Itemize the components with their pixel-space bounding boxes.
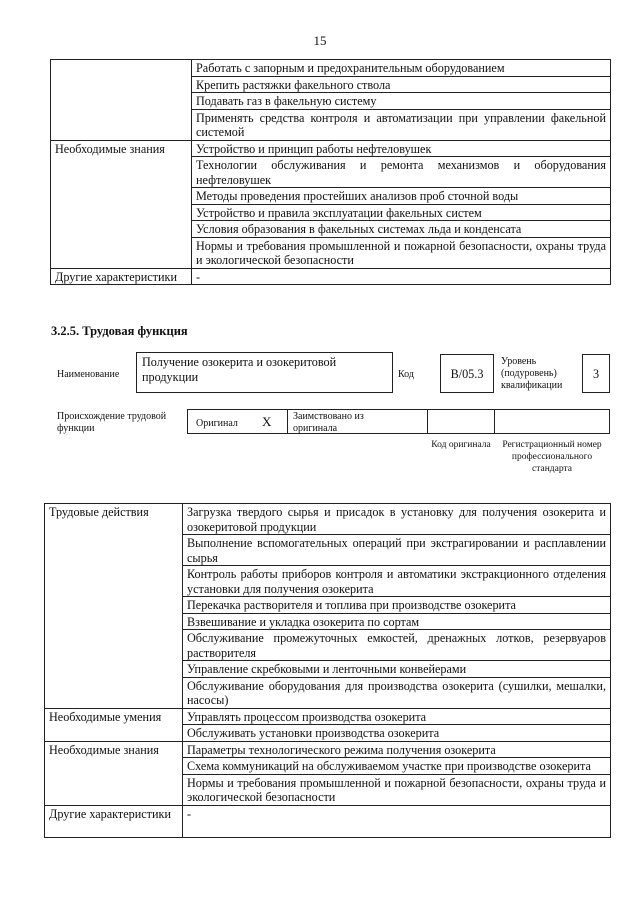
divider <box>427 409 428 434</box>
code-value-box <box>440 354 494 393</box>
table-row <box>51 221 611 238</box>
level-label: Уровень (подуровень) квалификации <box>501 356 563 391</box>
row-text: Нормы и требования промышленной и пожарной безопасности, охраны труда и экологической безопасности <box>183 774 611 805</box>
row-text: Управление скребковыми и ленточными конвейерами <box>183 661 611 678</box>
row-text: - <box>192 268 611 285</box>
row-label <box>51 237 192 268</box>
section-heading: 3.2.5. Трудовая функция <box>51 324 188 338</box>
row-text: - <box>183 805 611 837</box>
row-text: Устройство и правила эксплуатации факельных систем <box>192 204 611 221</box>
row-text: Взвешивание и укладка озокерита по сортам <box>183 613 611 630</box>
name-label: Наименование <box>57 369 120 380</box>
row-label <box>51 221 192 238</box>
table-row <box>51 157 611 188</box>
group-label: Необходимые знания <box>45 741 183 805</box>
row-text: Обслуживание промежуточных емкостей, дренажных лотков, резервуаров растворителя <box>183 630 611 661</box>
table-row <box>45 504 611 535</box>
divider <box>287 409 288 434</box>
row-text: Применять средства контроля и автоматизации при управлении факельной системой <box>192 109 611 140</box>
code-value: В/05.3 <box>450 367 484 381</box>
row-text: Технологии обслуживания и ремонта механизмов и оборудования нефтеловушек <box>192 157 611 188</box>
row-text: Перекачка растворителя и топлива при производстве озокерита <box>183 597 611 614</box>
name-value-box <box>136 352 393 393</box>
table-row <box>51 140 611 157</box>
table-row <box>51 93 611 110</box>
table-row <box>51 237 611 268</box>
row-text: Управлять процессом производства озокерита <box>183 708 611 725</box>
original-label: Оригинал <box>196 418 238 429</box>
row-label <box>51 60 192 77</box>
table-row <box>45 741 611 758</box>
row-text: Условия образования в факельных системах льда и конденсата <box>192 221 611 238</box>
row-text: Схема коммуникаций на обслуживаемом участке при производстве озокерита <box>183 758 611 775</box>
table-row <box>51 268 611 285</box>
table-row <box>51 76 611 93</box>
row-text: Устройство и принцип работы нефтеловушек <box>192 140 611 157</box>
table-row <box>51 188 611 205</box>
row-text: Нормы и требования промышленной и пожарной безопасности, охраны труда и экологической безопасности <box>192 237 611 268</box>
code-label: Код <box>398 369 414 380</box>
level-value: 3 <box>592 367 600 381</box>
row-label <box>51 157 192 188</box>
name-value: Получение озокерита и озокеритовой продукции <box>142 355 337 384</box>
row-label: Необходимые знания <box>51 140 192 157</box>
table-row <box>51 60 611 77</box>
row-text: Методы проведения простейших анализов проб сточной воды <box>192 188 611 205</box>
group-label: Другие характеристики <box>45 805 183 837</box>
table-row <box>45 708 611 725</box>
level-value-box <box>582 354 610 393</box>
row-text: Загрузка твердого сырья и присадок в установку для получения озокерита и озокеритовой продукции <box>183 504 611 535</box>
row-label: Другие характеристики <box>51 268 192 285</box>
row-text: Выполнение вспомогательных операций при экстрагировании и расплавлении сырья <box>183 535 611 566</box>
table-row <box>51 204 611 221</box>
group-label: Трудовые действия <box>45 504 183 709</box>
row-label <box>51 93 192 110</box>
row-label <box>51 204 192 221</box>
reg-number-caption: Регистрационный номер профессионального стандарта <box>502 440 602 474</box>
row-label <box>51 76 192 93</box>
row-label <box>51 188 192 205</box>
borrowed-label: Заимствовано из оригинала <box>293 411 364 434</box>
page-number: 15 <box>313 33 327 48</box>
row-label <box>51 109 192 140</box>
group-label: Необходимые умения <box>45 708 183 741</box>
row-text: Работать с запорным и предохранительным оборудованием <box>192 60 611 77</box>
original-mark: X <box>262 414 272 429</box>
table-row <box>45 805 611 837</box>
row-text: Подавать газ в факельную систему <box>192 93 611 110</box>
table-row <box>51 109 611 140</box>
row-text: Обслуживание оборудования для производства озокерита (сушилки, мешалки, насосы) <box>183 677 611 708</box>
table-continued <box>50 59 611 285</box>
labor-function-table <box>44 503 611 838</box>
code-original-caption: Код оригинала <box>431 440 491 450</box>
row-text: Обслуживать установки производства озокерита <box>183 725 611 742</box>
row-text: Крепить растяжки факельного ствола <box>192 76 611 93</box>
row-text: Параметры технологического режима получения озокерита <box>183 741 611 758</box>
row-text: Контроль работы приборов контроля и автоматики экстракционного отделения установки для получения озокерита <box>183 566 611 597</box>
origin-label: Происхождение трудовой функции <box>57 411 167 434</box>
divider <box>494 409 495 434</box>
